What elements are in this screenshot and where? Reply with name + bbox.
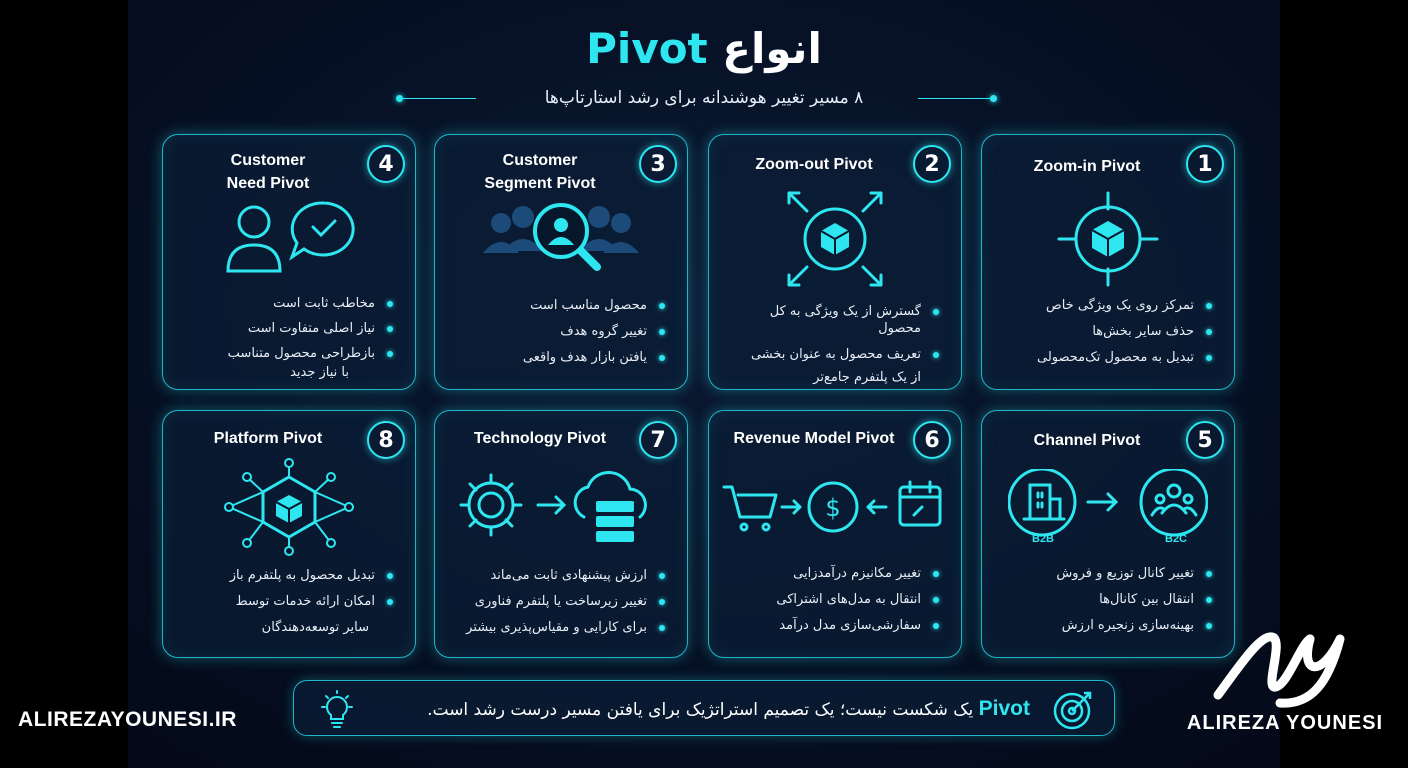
point: تغییر کانال توزیع و فروش xyxy=(996,565,1214,582)
card-customer-segment-pivot xyxy=(434,134,688,390)
point: حذف سایر بخش‌ها xyxy=(996,323,1214,340)
card-title-line: Customer xyxy=(230,152,306,169)
point: مخاطب ثابت است xyxy=(177,295,395,312)
card-number: 2 xyxy=(913,145,951,183)
revenue-icon xyxy=(709,477,961,577)
lightbulb-icon xyxy=(316,689,358,733)
card-title: Technology Pivot xyxy=(473,430,607,447)
point-continued: از یک پلتفرم جامع‌تر xyxy=(813,370,921,385)
point: گسترش از یک ویژگی به کل محصول xyxy=(723,303,941,337)
point: بهینه‌سازی زنجیره ارزش xyxy=(996,617,1214,634)
point: تبدیل محصول به پلتفرم باز xyxy=(177,567,395,584)
card-title: Zoom-in Pivot xyxy=(1033,158,1141,175)
gear-to-cloud-icon xyxy=(435,467,687,567)
point-continued: با نیاز جدید xyxy=(290,365,349,380)
point: تغییر گروه هدف xyxy=(449,323,667,340)
card-title-line: Segment Pivot xyxy=(484,175,596,192)
point: ارزش پیشنهادی ثابت می‌ماند xyxy=(449,567,667,584)
points-list xyxy=(177,295,395,389)
card-number: 3 xyxy=(639,145,677,183)
card-title: Revenue Model Pivot xyxy=(733,430,895,447)
points-list xyxy=(449,297,667,374)
point: تعریف محصول به عنوان بخشی xyxy=(723,346,941,363)
points-list xyxy=(996,565,1214,642)
expand-box-icon xyxy=(709,187,961,287)
card-revenue-model-pivot xyxy=(708,410,962,658)
title-accent: Pivot xyxy=(586,24,708,73)
label-b2b: B2B xyxy=(1032,533,1055,545)
card-number: 4 xyxy=(367,145,405,183)
point: امکان ارائه خدمات توسط xyxy=(177,593,395,610)
card-customer-need-pivot xyxy=(162,134,416,390)
card-channel-pivot xyxy=(981,410,1235,658)
banner-text xyxy=(427,697,1030,721)
brand-logo xyxy=(1210,625,1360,714)
card-title: Channel Pivot xyxy=(1033,432,1141,449)
point: تبدیل به محصول تک‌محصولی xyxy=(996,349,1214,366)
card-title-line: Customer xyxy=(502,152,578,169)
card-number: 1 xyxy=(1186,145,1224,183)
user-search-icon xyxy=(435,195,687,295)
point: انتقال به مدل‌های اشتراکی xyxy=(723,591,941,608)
point: تغییر زیرساخت یا پلتفرم فناوری xyxy=(449,593,667,610)
card-title xyxy=(177,149,359,195)
card-platform-pivot xyxy=(162,410,416,658)
points-list xyxy=(449,567,667,644)
card-number: 8 xyxy=(367,421,405,459)
point: محصول مناسب است xyxy=(449,297,667,314)
title-text: انواع xyxy=(722,24,822,73)
point: تمرکز روی یک ویژگی خاص xyxy=(996,297,1214,314)
point: نیاز اصلی متفاوت است xyxy=(177,320,395,337)
svg-text:$: $ xyxy=(825,494,841,522)
point: بازطراحی محصول متناسب xyxy=(177,345,395,362)
card-number: 6 xyxy=(913,421,951,459)
brand-name: ALIREZA YOUNESI xyxy=(1186,712,1384,734)
label-b2c: B2C xyxy=(1165,533,1188,545)
points-list xyxy=(996,297,1214,374)
card-title: Zoom-out Pivot xyxy=(755,156,873,173)
card-technology-pivot xyxy=(434,410,688,658)
point: برای کارایی و مقیاس‌پذیری بیشتر xyxy=(449,619,667,636)
point: یافتن بازار هدف واقعی xyxy=(449,349,667,366)
points-list xyxy=(723,303,941,394)
point-continued: سایر توسعه‌دهندگان xyxy=(261,620,369,635)
point: انتقال بین کانال‌ها xyxy=(996,591,1214,608)
left-bar xyxy=(0,0,128,768)
user-chat-icon xyxy=(163,195,415,295)
target-box-icon xyxy=(982,189,1234,289)
banner-accent: Pivot xyxy=(978,697,1030,720)
card-title xyxy=(449,149,631,195)
platform-hub-icon xyxy=(163,455,415,555)
card-zoom-in-pivot xyxy=(981,134,1235,390)
card-number: 5 xyxy=(1186,421,1224,459)
page-title xyxy=(0,24,1408,73)
card-title: Platform Pivot xyxy=(213,430,323,447)
card-zoom-out-pivot xyxy=(708,134,962,390)
b2b-to-b2c-icon xyxy=(982,469,1234,569)
target-icon xyxy=(1052,687,1096,735)
card-number: 7 xyxy=(639,421,677,459)
point: سفارشی‌سازی مدل درآمد xyxy=(723,617,941,634)
banner-body: یک شکست نیست؛ یک تصمیم استراتژیک برای یافتن مسیر درست رشد است. xyxy=(427,700,974,720)
subtitle: ۸ مسیر تغییر هوشندانه برای رشد استارتاپ‌ها xyxy=(544,88,864,108)
points-list xyxy=(723,565,941,642)
point: تغییر مکانیزم درآمدزایی xyxy=(723,565,941,582)
website-link[interactable]: ALIREZAYOUNESI.IR xyxy=(18,708,237,731)
points-list xyxy=(177,567,395,644)
conclusion-banner xyxy=(293,680,1115,736)
card-title-line: Need Pivot xyxy=(226,175,310,192)
